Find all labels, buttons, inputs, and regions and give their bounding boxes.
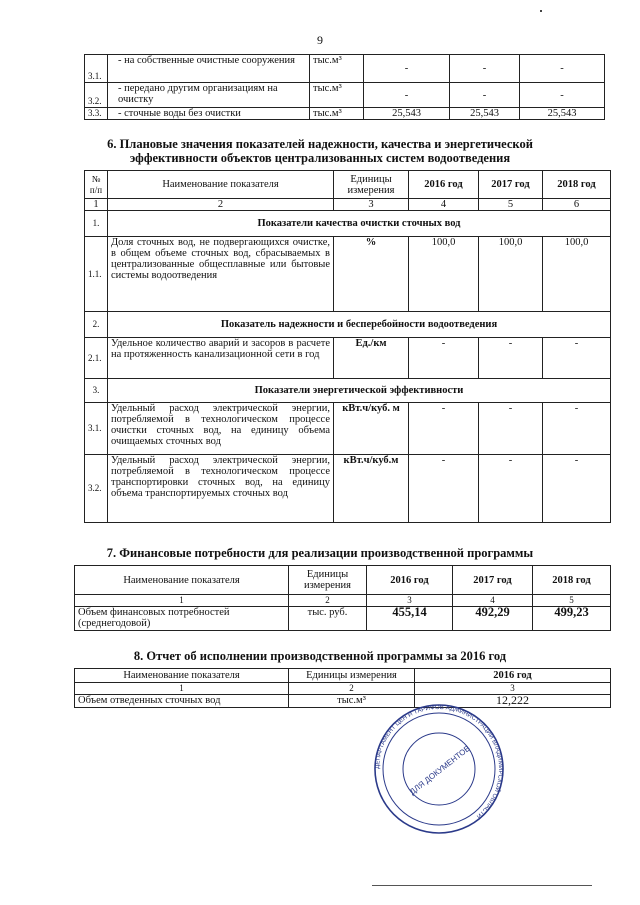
row-unit: тыс.м³ xyxy=(310,55,364,83)
col-num: 2 xyxy=(289,595,367,607)
col-num: 1 xyxy=(75,595,289,607)
col-num: 1 xyxy=(75,683,289,695)
row-name: Объем финансовых потребностей (среднегодовой) xyxy=(75,607,289,631)
row-value-2016: - xyxy=(364,55,450,83)
col-num: 5 xyxy=(479,199,543,211)
header-2018: 2018 год xyxy=(533,566,611,595)
header-2016: 2016 год xyxy=(367,566,453,595)
section-7-title: 7. Финансовые потребности для реализации производственной программы xyxy=(106,546,534,560)
row-value-2017: - xyxy=(450,55,520,83)
row-unit: тыс.м³ xyxy=(310,83,364,108)
header-name: Наименование показателя xyxy=(75,566,289,595)
header-2016: 2016 год xyxy=(409,171,479,199)
group-num: 2. xyxy=(85,312,108,338)
row-num: 3.2. xyxy=(85,455,108,523)
row-value-2017: - xyxy=(479,455,543,523)
header-unit: Единицы измерения xyxy=(289,566,367,595)
group-row xyxy=(85,379,611,403)
row-value-2016: 25,543 xyxy=(364,108,450,120)
row-unit: Ед./км xyxy=(334,338,409,379)
row-value-2017: 25,543 xyxy=(450,108,520,120)
row-value-2017: 492,29 xyxy=(453,607,533,631)
col-num: 4 xyxy=(453,595,533,607)
header-2017: 2017 год xyxy=(453,566,533,595)
row-unit: кВт.ч/куб. м xyxy=(334,403,409,455)
header-name: Наименование показателя xyxy=(75,669,289,683)
row-value-2017: - xyxy=(479,403,543,455)
group-title: Показатели энергетической эффективности xyxy=(108,379,611,403)
table-section-7 xyxy=(74,565,611,631)
row-name: - на собственные очистные сооружения xyxy=(108,55,310,83)
header-name: Наименование показателя xyxy=(108,171,334,199)
row-value-2016: 100,0 xyxy=(409,237,479,312)
stamp-ring-text: ДЕПАРТАМЕНТ ЦЕН И ТАРИФОВ АДМИНИСТРАЦИИ ВЛАДИМИРСКОЙ ОБЛАСТИ xyxy=(373,703,505,820)
row-value-2018: - xyxy=(543,455,611,523)
row-value-2017: - xyxy=(479,338,543,379)
row-name: Удельный расход электрической энергии, потребляемой в технологическом процессе очистки сточных вод, на единицу объема очищаемых сточных вод xyxy=(108,403,334,455)
row-value-2016: - xyxy=(364,83,450,108)
row-unit: % xyxy=(334,237,409,312)
group-title: Показатель надежности и бесперебойности водоотведения xyxy=(108,312,611,338)
header-2016: 2016 год xyxy=(415,669,611,683)
row-unit: тыс. руб. xyxy=(289,607,367,631)
header-num: № п/п xyxy=(85,171,108,199)
group-title: Показатели качества очистки сточных вод xyxy=(108,211,611,237)
page-number: 9 xyxy=(317,33,323,47)
row-value-2018: 25,543 xyxy=(520,108,605,120)
row-value-2016: - xyxy=(409,338,479,379)
group-num: 3. xyxy=(85,379,108,403)
header-2018: 2018 год xyxy=(543,171,611,199)
header-unit: Единицы измерения xyxy=(289,669,415,683)
table-row xyxy=(85,108,605,120)
row-num: 3.1. xyxy=(85,55,108,83)
column-number-row xyxy=(75,683,611,695)
row-num: 3.3. xyxy=(85,108,108,120)
row-value-2016: 455,14 xyxy=(367,607,453,631)
table-row xyxy=(85,55,605,83)
row-value-2016: 12,222 xyxy=(415,695,611,708)
col-num: 3 xyxy=(367,595,453,607)
row-value-2018: - xyxy=(520,83,605,108)
row-unit: тыс.м³ xyxy=(289,695,415,708)
row-value-2016: - xyxy=(409,403,479,455)
row-value-2016: - xyxy=(409,455,479,523)
table-top xyxy=(84,54,605,120)
row-value-2018: - xyxy=(520,55,605,83)
row-num: 3.1. xyxy=(85,403,108,455)
row-num: 1.1. xyxy=(85,237,108,312)
row-name: Удельное количество аварий и засоров в расчете на протяженность канализационной сети в год xyxy=(108,338,334,379)
row-name: Доля сточных вод, не подвергающихся очистке, в общем объеме сточных вод, сбрасываемых в централизованные общесплавные или бытовые системы водоотведения xyxy=(108,237,334,312)
row-value-2018: 499,23 xyxy=(533,607,611,631)
row-num: 3.2. xyxy=(85,83,108,108)
col-num: 2 xyxy=(289,683,415,695)
table-row xyxy=(85,338,611,379)
col-num: 1 xyxy=(85,199,108,211)
row-name: Удельный расход электрической энергии, потребляемой в технологическом процессе транспортировки сточных вод, на единицу объема транспортируемых сточных вод xyxy=(108,455,334,523)
row-value-2017: - xyxy=(450,83,520,108)
header-unit: Единицы измерения xyxy=(334,171,409,199)
table-row xyxy=(85,403,611,455)
footer-rule xyxy=(372,885,592,886)
col-num: 6 xyxy=(543,199,611,211)
row-num: 2.1. xyxy=(85,338,108,379)
stamp-center-text: ДЛЯ ДОКУМЕНТОВ xyxy=(407,743,472,797)
group-num: 1. xyxy=(85,211,108,237)
section-6-title-line-1: 6. Плановые значения показателей надежности, качества и энергетической xyxy=(107,137,533,151)
row-value-2018: - xyxy=(543,338,611,379)
group-row xyxy=(85,211,611,237)
row-unit: тыс.м³ xyxy=(310,108,364,120)
table-row xyxy=(75,695,611,708)
col-num: 5 xyxy=(533,595,611,607)
section-8-title: 8. Отчет об исполнении производственной программы за 2016 год xyxy=(133,649,507,663)
row-unit: кВт.ч/куб.м xyxy=(334,455,409,523)
table-section-8 xyxy=(74,668,611,708)
row-value-2018: 100,0 xyxy=(543,237,611,312)
header-2017: 2017 год xyxy=(479,171,543,199)
table-section-6 xyxy=(84,170,611,523)
column-number-row xyxy=(75,595,611,607)
row-value-2018: - xyxy=(543,403,611,455)
column-number-row xyxy=(85,199,611,211)
table-row xyxy=(85,237,611,312)
table-header-row xyxy=(85,171,611,199)
section-6-title-line-2: эффективности объектов централизованных систем водоотведения xyxy=(129,151,511,165)
table-header-row xyxy=(75,566,611,595)
row-name: - передано другим организациям на очистку xyxy=(108,83,310,108)
table-row xyxy=(85,455,611,523)
col-num: 2 xyxy=(108,199,334,211)
col-num: 3 xyxy=(415,683,611,695)
group-row xyxy=(85,312,611,338)
col-num: 4 xyxy=(409,199,479,211)
row-name: - сточные воды без очистки xyxy=(108,108,310,120)
official-stamp xyxy=(372,702,506,836)
col-num: 3 xyxy=(334,199,409,211)
table-header-row xyxy=(75,669,611,683)
scan-speck xyxy=(540,10,542,12)
row-name: Объем отведенных сточных вод xyxy=(75,695,289,708)
table-row xyxy=(75,607,611,631)
row-value-2017: 100,0 xyxy=(479,237,543,312)
table-row xyxy=(85,83,605,108)
